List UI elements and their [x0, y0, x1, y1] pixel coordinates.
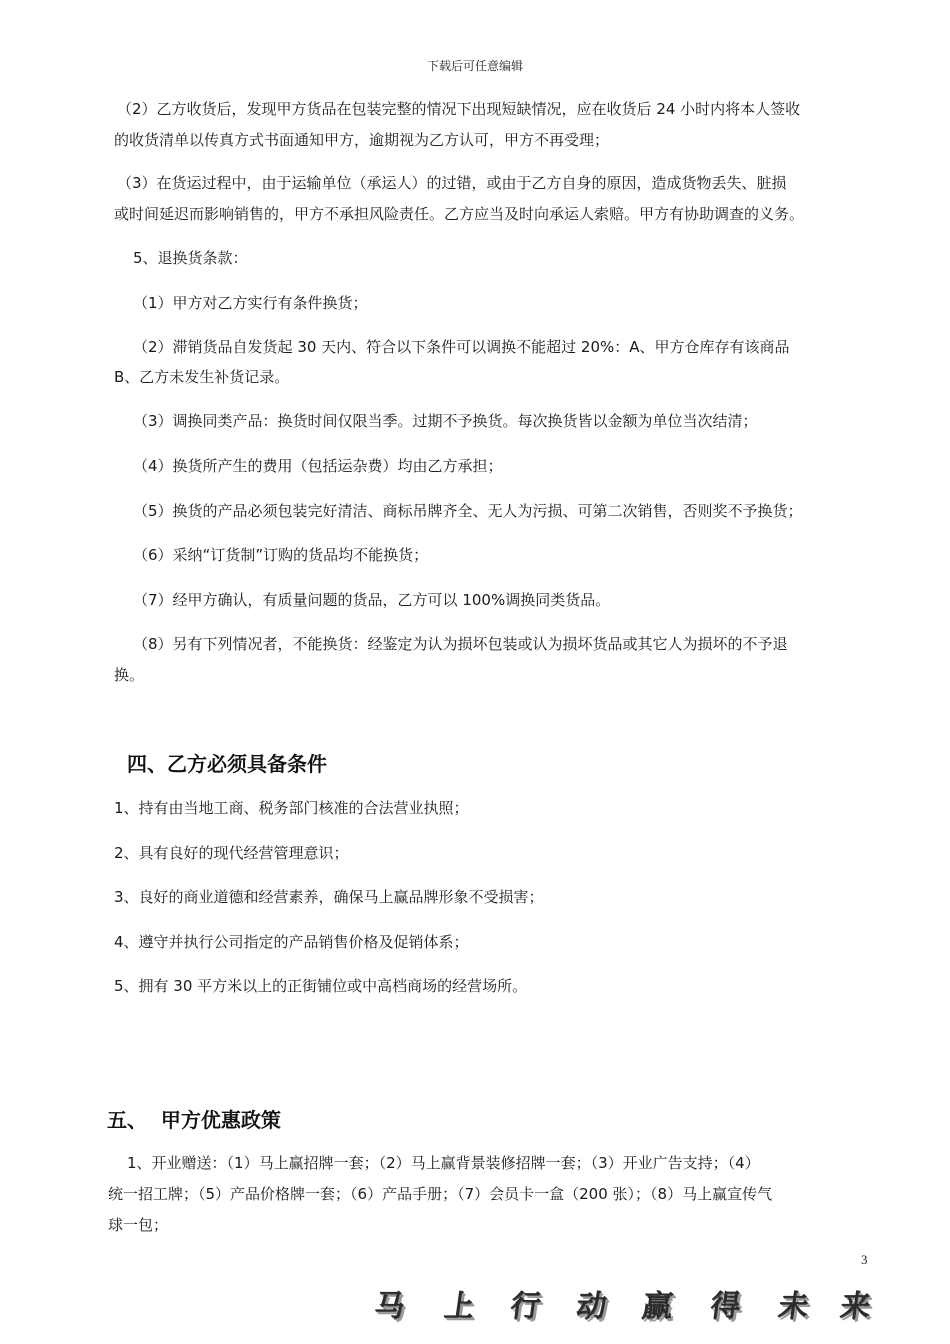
slogan-char: 马	[372, 1289, 407, 1324]
return-rule-5: （5）换货的产品必须包装完好清洁、商标吊牌齐全、无人为污损、可第二次销售，否则奖不予换货；	[133, 502, 803, 520]
slogan-char: 赢	[640, 1289, 675, 1324]
requirement-item: 4、遵守并执行公司指定的产品销售价格及促销体系；	[114, 933, 469, 951]
slogan-banner	[372, 1281, 875, 1324]
requirement-item: 3、良好的商业道德和经营素养，确保马上赢品牌形象不受损害；	[114, 888, 544, 906]
slogan-char: 得	[708, 1289, 743, 1324]
paragraph-2-line-1: （2）乙方收货后，发现甲方货品在包装完整的情况下出现短缺情况，应在收货后 24 小时内将本人签收	[117, 100, 801, 118]
return-rule-3: （3）调换同类产品：换货时间仅限当季。过期不予换货。每次换货皆以金额为单位当次结清；	[133, 412, 758, 430]
page-number: 3	[861, 1252, 868, 1267]
return-rule-2-line-2: B、乙方未发生补货记录。	[114, 368, 290, 386]
section-5-heading: 五、 甲方优惠政策	[107, 1108, 281, 1132]
return-rule-8-line-2: 换。	[114, 666, 145, 684]
requirement-item: 1、持有由当地工商、税务部门核准的合法营业执照；	[114, 799, 469, 817]
policy-line-1: 1、开业赠送：（1）马上赢招牌一套；（2）马上赢背景装修招牌一套；（3）开业广告支持；（4）	[127, 1154, 760, 1172]
slogan-char: 行	[508, 1289, 543, 1324]
section-4-heading: 四、乙方必须具备条件	[127, 752, 327, 776]
page-header: 下载后可任意编辑	[426, 59, 523, 73]
return-rule-2-line-1: （2）滞销货品自发货起 30 天内、符合以下条件可以调换不能超过 20%：A、甲方仓库存有该商品	[133, 338, 790, 356]
paragraph-3-line-2: 或时间延迟而影响销售的，甲方不承担风险责任。乙方应当及时向承运人索赔。甲方有协助调查的义务。	[114, 205, 805, 223]
return-rule-1: （1）甲方对乙方实行有条件换货；	[133, 294, 368, 312]
policy-line-3: 球一包；	[108, 1216, 169, 1234]
return-rule-7: （7）经甲方确认，有质量问题的货品，乙方可以 100%调换同类货品。	[133, 591, 611, 609]
policy-line-2: 统一招工牌；（5）产品价格牌一套；（6）产品手册；（7）会员卡一盒（200 张）；（8）马上赢宣传气	[108, 1185, 773, 1203]
requirement-item: 5、拥有 30 平方米以上的正街铺位或中高档商场的经营场所。	[114, 977, 528, 995]
paragraph-2-line-2: 的收货清单以传真方式书面通知甲方，逾期视为乙方认可，甲方不再受理；	[114, 131, 610, 149]
slogan-char: 未	[776, 1289, 811, 1324]
slogan-char: 上	[442, 1289, 477, 1324]
slogan-char: 动	[574, 1289, 609, 1324]
item-5-title: 5、退换货条款：	[133, 249, 248, 267]
return-rule-8-line-1: （8）另有下列情况者，不能换货：经鉴定为认为损坏包装或认为损坏货品或其它人为损坏的不予退	[133, 635, 788, 653]
paragraph-3-line-1: （3）在货运过程中，由于运输单位（承运人）的过错，或由于乙方自身的原因，造成货物丢失、脏损	[117, 174, 787, 192]
requirement-item: 2、具有良好的现代经营管理意识；	[114, 844, 349, 862]
slogan-char: 来	[838, 1289, 873, 1324]
return-rule-6: （6）采纳“订货制”订购的货品均不能换货；	[133, 546, 429, 564]
return-rule-4: （4）换货所产生的费用（包括运杂费）均由乙方承担；	[133, 457, 503, 475]
